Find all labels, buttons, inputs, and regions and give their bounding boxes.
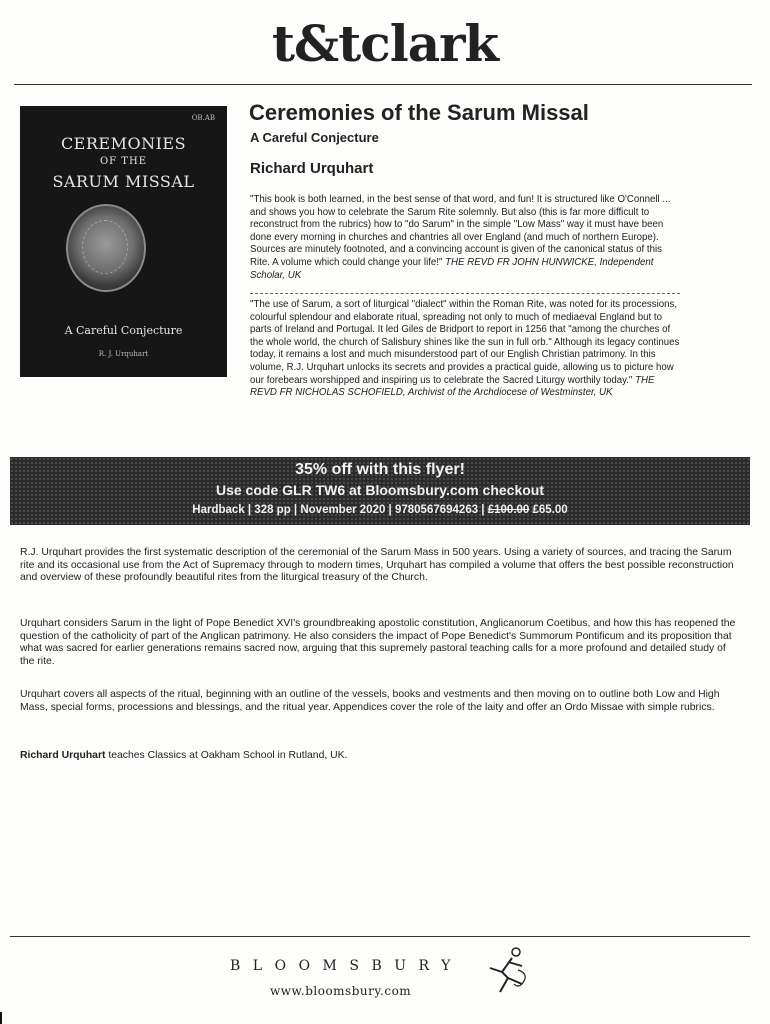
book-cover [20, 106, 227, 377]
cover-seal-image [66, 204, 146, 292]
description-paragraph-3: Urquhart covers all aspects of the ritual, beginning with an outline of the vessels, books and vestments and then moving on to outline both Low and High Mass, special forms, processions and blessings, and the ritual year. Appendices cover the role of the laity and offer an Ordo Missae with simple rubrics. [20, 689, 720, 713]
header-divider [14, 84, 752, 85]
discount-banner [10, 457, 750, 525]
bloomsbury-runner-logo-icon [478, 944, 532, 998]
cover-title-line-2: OF THE [99, 156, 147, 167]
discount-headline: 35% off with this flyer! [295, 461, 465, 478]
author-bio [20, 750, 736, 763]
old-price: £100.00 [487, 504, 530, 516]
footer-divider [10, 936, 750, 937]
product-details-line [10, 504, 750, 516]
cover-title-line-3: SARUM MISSAL [52, 172, 195, 191]
description-paragraph-1: R.J. Urquhart provides the first systematic description of the ceremonial of the Sarum Mass in 500 years. Using a variety of sources, and tracing the Sarum rite and its occasional use from the Act of Supremacy through to modern times, Urquhart has compiled a volume that offers the best possible reconstruction and overview of these profoundly beautiful rites from the liturgical treasury of the Church. [20, 547, 734, 584]
review-quote-1 [250, 194, 684, 282]
bloomsbury-url-link[interactable]: www.bloomsbury.com [270, 984, 412, 998]
cover-title-line-1: CEREMONIES [60, 134, 187, 153]
bio-text: teaches Classics at Oakham School in Rutland, UK. [105, 750, 348, 761]
quote-text: "This book is both learned, in the best sense of that word, and fun! It is structured like O'Connell ... and shows you how to celebrate the Sarum Rite solemnly. But also (this is far more difficult to reconstruct from the rubrics) how to "do Sarum" in the simple "Low Mass" way it must have been done every morning in churches and chantries all over England (and much of northern Europe). Sources are minutely footnoted, and a convincing account is given of the canonical status of this Rite. A volume which could change your life!" [250, 194, 671, 268]
cover-subtitle: A Careful Conjecture [64, 324, 183, 337]
new-price: £65.00 [532, 504, 568, 516]
book-author: Richard Urquhart [250, 160, 374, 177]
description-paragraph-2: Urquhart considers Sarum in the light of Pope Benedict XVI's groundbreaking apostolic constitution, Anglicanorum Coetibus, and how this has reopened the question of the catholicity of part of the Anglican patrimony. He also considers the impact of Pope Benedict's Summorum Pontificum and its proposition that what was sacred for earlier generations remains sacred now, arguing that this supremely pastoral teaching calls for a more profound and detailed study of the rite. [20, 618, 736, 667]
cover-author: R. J. Urquhart [98, 350, 149, 358]
quote-attribution: THE REVD FR NICHOLAS SCHOFIELD, Archivist of the Archdiocese of Westminster, UK [250, 374, 655, 399]
quote-attribution: THE REVD FR JOHN HUNWICKE, Independent Scholar, UK [250, 256, 654, 281]
book-title: Ceremonies of the Sarum Missal [249, 100, 589, 125]
book-subtitle: A Careful Conjecture [250, 130, 379, 145]
cover-series-mark: OB.AB [191, 114, 215, 122]
bio-author-name: Richard Urquhart [20, 750, 106, 761]
bloomsbury-wordmark: BLOOMSBURY [230, 958, 463, 974]
review-quote-2 [250, 299, 684, 400]
product-details: Hardback | 328 pp | November 2020 | 9780567694263 | [192, 504, 488, 516]
scan-mark [0, 1012, 2, 1024]
discount-code-line: Use code GLR TW6 at Bloomsbury.com checkout [215, 482, 545, 498]
quote-text: "The use of Sarum, a sort of liturgical "dialect" within the Roman Rite, was noted for its processions, colourful splendour and elaborate ritual, spreading not only to much of mediaeval England but to parts of Ireland and Portugal. It led Giles de Bridport to report in 1256 that "among the churches of the whole world, the church of Salisbury shines like the sun in full orb." Although its legacy continues today, it remains a lost and much misunderstood part of our English Christian patrimony. In this volume, R.J. Urquhart unlocks its secrets and provides a practical guide, allowing us to picture how our forebears worshipped and inspiring us to celebrate the Sacred Liturgy worthily today." [250, 299, 680, 386]
tt-clark-logo: t&tclark [271, 14, 499, 73]
quote-divider [250, 293, 680, 294]
